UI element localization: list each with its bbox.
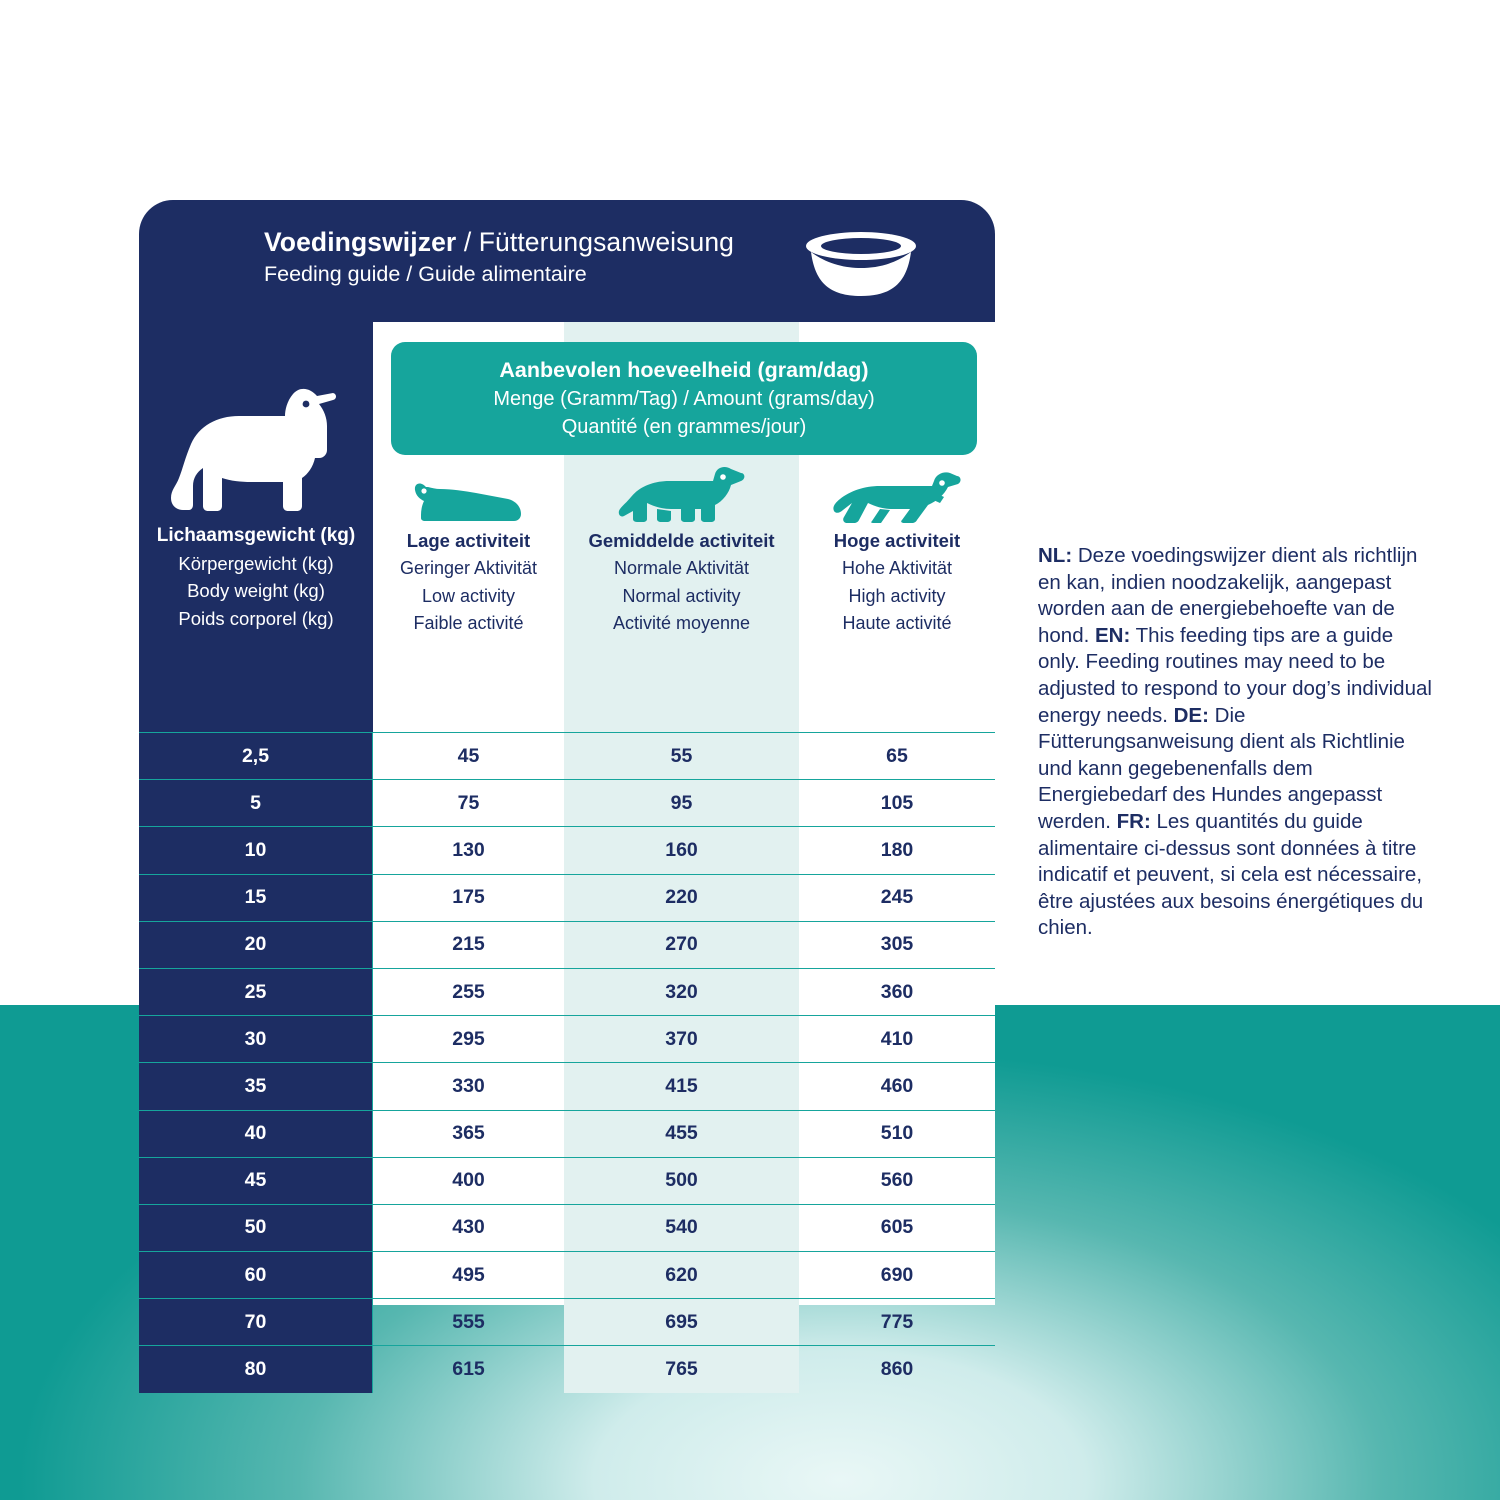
high-activity-de: Hohe Aktivität [841, 558, 953, 578]
cell-normal-activity: 765 [564, 1346, 799, 1392]
table-row [139, 1157, 995, 1204]
column-header-low-activity [373, 465, 564, 638]
note-text-nl: Deze voedingswijzer dient als richtlijn en kan, indien noodzakelijk, aangepast worden aan de energiebehoefte van de hond. [1038, 544, 1418, 647]
cell-high-activity: 560 [880, 1169, 914, 1192]
low-activity-en: Low activity [421, 585, 516, 606]
table-row [139, 779, 995, 826]
dog-lying-icon [373, 465, 564, 523]
weight-header-en: Body weight (kg) [187, 580, 325, 601]
cell-normal-activity: 695 [564, 1299, 799, 1345]
cell-low-activity: 365 [452, 1122, 485, 1145]
high-activity-nl: Hoge activiteit [833, 530, 961, 551]
cell-body-weight: 35 [139, 1063, 373, 1109]
cell-high-activity: 460 [880, 1074, 914, 1097]
page-title [264, 225, 734, 259]
cell-high-activity: 690 [880, 1263, 914, 1286]
cell-low-activity: 45 [457, 744, 480, 767]
dog-bowl-icon [799, 230, 924, 300]
table-row [139, 732, 995, 779]
cell-low-activity: 400 [452, 1169, 485, 1192]
high-activity-fr: Haute activité [842, 613, 952, 633]
cell-body-weight: 2,5 [139, 733, 373, 779]
note-label-en: EN: [1095, 623, 1131, 647]
weight-column-header [139, 522, 373, 632]
weight-header-fr: Poids corporel (kg) [178, 607, 334, 629]
cell-normal-activity: 270 [564, 922, 799, 968]
cell-normal-activity: 55 [564, 733, 799, 779]
normal-activity-nl: Gemiddelde activiteit [588, 530, 775, 551]
normal-activity-fr: Activité moyenne [612, 613, 751, 633]
cell-low-activity: 295 [452, 1027, 485, 1050]
cell-high-activity: 510 [880, 1122, 914, 1145]
cell-high-activity: 775 [880, 1310, 914, 1333]
dog-running-icon [799, 465, 995, 523]
dog-standing-icon [167, 382, 352, 527]
table-row [139, 1062, 995, 1109]
cell-normal-activity: 620 [564, 1252, 799, 1298]
table-body [139, 732, 995, 1393]
title-nl: Voedingswijzer [264, 227, 457, 257]
low-activity-fr: Faible activité [413, 613, 524, 633]
cell-body-weight: 80 [139, 1346, 373, 1392]
cell-normal-activity: 415 [564, 1063, 799, 1109]
title-en-fr: Feeding guide / Guide alimentaire [264, 262, 587, 286]
note-text-de: Die Fütterungsanweisung dient als Richtlinie und kann gegebenenfalls dem Energiebedarf des Hundes angepasst werden. [1038, 703, 1405, 833]
cell-low-activity: 330 [452, 1074, 485, 1097]
low-activity-nl: Lage activiteit [406, 530, 531, 551]
cell-normal-activity: 95 [564, 780, 799, 826]
note-text-en: This feeding tips are a guide only. Feeding routines may need to be adjusted to respond to your dog’s individual energy needs. [1038, 623, 1432, 727]
cell-body-weight: 25 [139, 969, 373, 1015]
low-activity-de: Geringer Aktivität [399, 558, 538, 578]
cell-normal-activity: 320 [564, 969, 799, 1015]
note-label-nl: NL: [1038, 544, 1073, 567]
cell-low-activity: 130 [452, 838, 485, 861]
dog-walking-icon [564, 465, 799, 523]
cell-high-activity: 360 [880, 980, 914, 1003]
cell-low-activity: 255 [452, 980, 485, 1003]
column-header-normal-activity [564, 465, 799, 638]
cell-high-activity: 605 [880, 1216, 914, 1239]
banner-line-nl: Aanbevolen hoeveelheid (gram/dag) [499, 358, 869, 382]
cell-low-activity: 75 [457, 791, 480, 814]
cell-body-weight: 15 [139, 875, 373, 921]
card-header [139, 200, 995, 322]
title-de: / Fütterungsanweisung [463, 227, 735, 257]
cell-normal-activity: 500 [564, 1158, 799, 1204]
cell-high-activity: 410 [880, 1027, 914, 1050]
table-row [139, 1345, 995, 1392]
table-row [139, 1298, 995, 1345]
column-header-high-activity [799, 465, 995, 638]
cell-high-activity: 305 [880, 933, 914, 956]
normal-activity-de: Normale Aktivität [613, 558, 750, 578]
cell-high-activity: 105 [880, 791, 914, 814]
cell-low-activity: 175 [452, 886, 485, 909]
note-label-de: DE: [1173, 703, 1209, 727]
table-row [139, 921, 995, 968]
table-row [139, 968, 995, 1015]
cell-normal-activity: 370 [564, 1016, 799, 1062]
table-row [139, 1015, 995, 1062]
banner-line-fr: Quantité (en grammes/jour) [561, 416, 807, 438]
cell-low-activity: 430 [452, 1216, 485, 1239]
weight-header-nl: Lichaamsgewicht (kg) [156, 525, 356, 546]
cell-high-activity: 860 [880, 1358, 914, 1381]
cell-body-weight: 45 [139, 1158, 373, 1204]
cell-normal-activity: 220 [564, 875, 799, 921]
note-text-fr: Les quantités du guide alimentaire ci-dessus sont données à titre indicatif et peuvent, si cela est nécessaire, être ajustées aux besoins énergétiques du chien. [1038, 809, 1424, 940]
high-activity-en: High activity [848, 585, 946, 606]
cell-body-weight: 70 [139, 1299, 373, 1345]
cell-body-weight: 30 [139, 1016, 373, 1062]
cell-body-weight: 20 [139, 922, 373, 968]
table-row [139, 1251, 995, 1298]
cell-body-weight: 5 [139, 780, 373, 826]
card-title-block [264, 225, 734, 289]
normal-activity-en: Normal activity [622, 585, 741, 606]
feeding-guide-card [139, 200, 995, 1381]
cell-normal-activity: 455 [564, 1111, 799, 1157]
cell-normal-activity: 540 [564, 1205, 799, 1251]
table-row [139, 1110, 995, 1157]
table-row [139, 1204, 995, 1251]
banner-line-de-en: Menge (Gramm/Tag) / Amount (grams/day) [493, 388, 875, 410]
cell-body-weight: 60 [139, 1252, 373, 1298]
cell-low-activity: 215 [452, 933, 485, 956]
note-label-fr: FR: [1116, 809, 1151, 833]
cell-low-activity: 555 [452, 1310, 485, 1333]
cell-low-activity: 615 [452, 1358, 485, 1381]
table-row [139, 826, 995, 873]
cell-high-activity: 180 [880, 838, 914, 861]
cell-body-weight: 40 [139, 1111, 373, 1157]
weight-header-de: Körpergewicht (kg) [178, 552, 334, 574]
cell-body-weight: 10 [139, 827, 373, 873]
cell-body-weight: 50 [139, 1205, 373, 1251]
cell-low-activity: 495 [452, 1263, 485, 1286]
amount-banner [391, 342, 977, 455]
cell-high-activity: 65 [886, 744, 908, 767]
cell-normal-activity: 160 [564, 827, 799, 873]
feeding-note [1038, 543, 1438, 942]
cell-high-activity: 245 [880, 886, 914, 909]
table-row [139, 874, 995, 921]
